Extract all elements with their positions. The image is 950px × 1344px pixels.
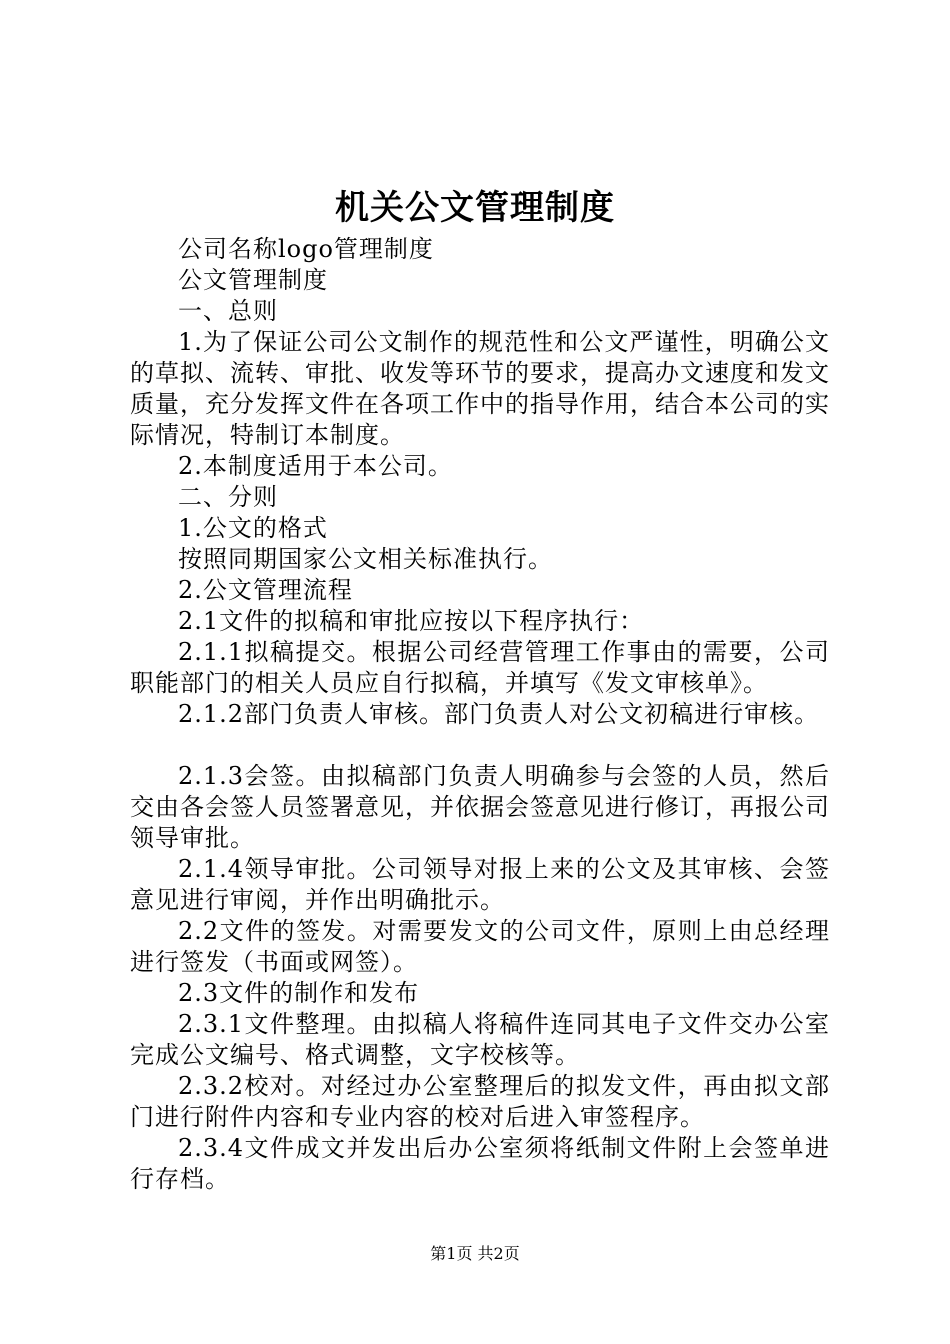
paragraph: 2.1.4领导审批。公司领导对报上来的公文及其审核、会签意见进行审阅，并作出明确批示。 — [130, 855, 830, 914]
paragraph: 2.3.1文件整理。由拟稿人将稿件连同其电子文件交办公室完成公文编号、格式调整，文字校核等。 — [130, 1010, 830, 1069]
paragraph: 2.3.2校对。对经过办公室整理后的拟发文件，再由拟文部门进行附件内容和专业内容的校对后进入审签程序。 — [130, 1072, 830, 1131]
subsection-heading: 2.公文管理流程 — [178, 576, 353, 604]
document-title: 机关公文管理制度 — [335, 188, 615, 228]
paragraph: 2.1.3会签。由拟稿部门负责人明确参与会签的人员，然后交由各会签人员签署意见，并依据会签意见进行修订，再报公司领导审批。 — [130, 762, 830, 852]
section-heading: 一、总则 — [178, 297, 278, 325]
subsection-heading: 1.公文的格式 — [178, 514, 328, 542]
paragraph: 公文管理制度 — [178, 266, 328, 294]
section-heading: 二、分则 — [178, 483, 278, 511]
paragraph: 2.3.4文件成文并发出后办公室须将纸制文件附上会签单进行存档。 — [130, 1134, 830, 1193]
paragraph: 2.1文件的拟稿和审批应按以下程序执行： — [178, 607, 645, 635]
document-body — [130, 234, 830, 1195]
paragraph: 2.1.2部门负责人审核。部门负责人对公文初稿进行审核。 — [178, 700, 820, 728]
paragraph: 1.为了保证公司公文制作的规范性和公文严谨性，明确公文的草拟、流转、审批、收发等环节的要求，提高办文速度和发文质量，充分发挥文件在各项工作中的指导作用，结合本公司的实际情况，特制订本制度。 — [130, 328, 830, 449]
paragraph: 2.1.1拟稿提交。根据公司经营管理工作事由的需要，公司职能部门的相关人员应自行拟稿，并填写《发文审核单》。 — [130, 638, 830, 697]
paragraph: 2.2文件的签发。对需要发文的公司文件，原则上由总经理进行签发（书面或网签）。 — [130, 917, 830, 976]
paragraph: 按照同期国家公文相关标准执行。 — [178, 545, 553, 573]
subsection-heading: 2.3文件的制作和发布 — [178, 979, 420, 1007]
paragraph: 公司名称logo管理制度 — [178, 235, 434, 263]
page-footer: 第1页 共2页 — [430, 1244, 520, 1263]
paragraph: 2.本制度适用于本公司。 — [178, 452, 453, 480]
